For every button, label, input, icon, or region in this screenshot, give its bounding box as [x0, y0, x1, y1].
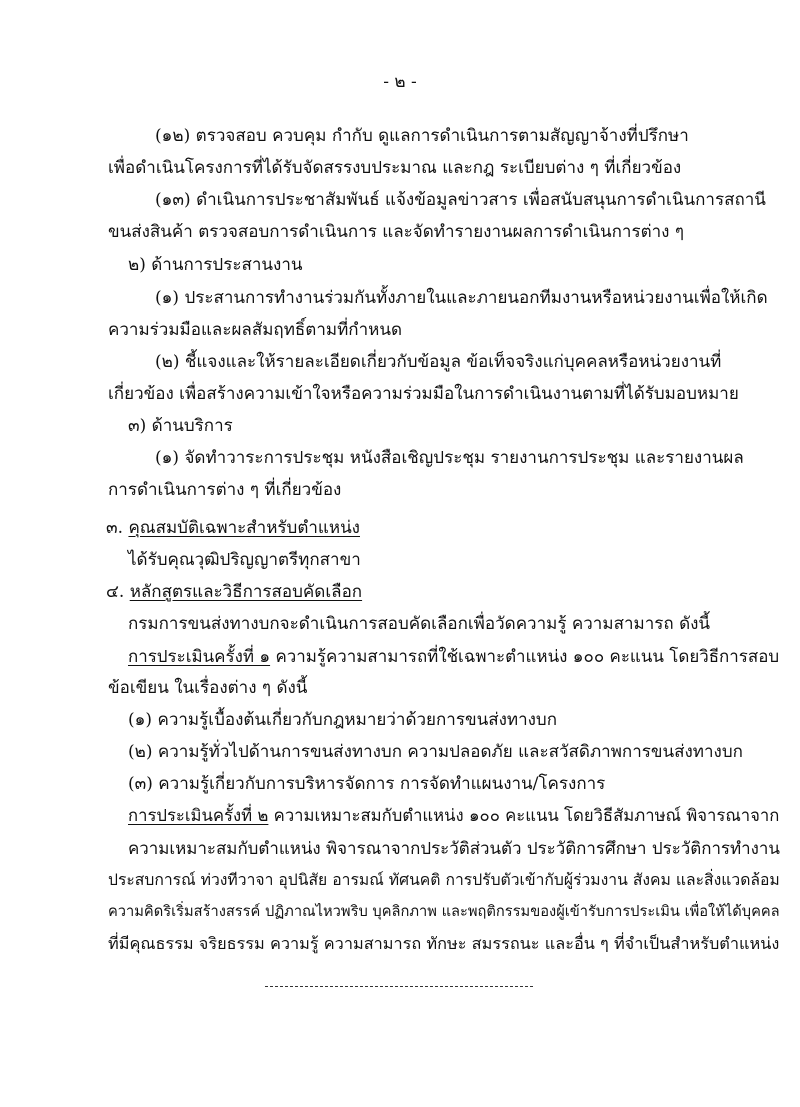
- round-1-text: ความรู้ความสามารถที่ใช้เฉพาะตำแหน่ง ๑๐๐ คะแนน โดยวิธีการสอบ: [270, 646, 780, 666]
- qualifications-text: ได้รับคุณวุฒิปริญญาตรีทุกสาขา: [128, 550, 361, 570]
- duty-12-line-1: (๑๒) ตรวจสอบ ควบคุม กำกับ ดูแลการดำเนินการตามสัญญาจ้างที่ปรึกษา: [155, 126, 689, 146]
- duty-12-line-2: เพื่อดำเนินโครงการที่ได้รับจัดสรรงบประมาณ และกฎ ระเบียบต่าง ๆ ที่เกี่ยวข้อง: [108, 158, 682, 178]
- selection-number: ๔.: [106, 582, 125, 602]
- round-2-line-1: [128, 805, 779, 827]
- round-2-line-2: ความเหมาะสมกับตำแหน่ง พิจารณาจากประวัติส่วนตัว ประวัติการศึกษา ประวัติการทำงาน: [128, 838, 780, 858]
- selection-intro: กรมการขนส่งทางบกจะดำเนินการสอบคัดเลือกเพื่อวัดความรู้ ความสามารถ ดังนี้: [128, 614, 711, 634]
- qualifications-number: ๓.: [106, 518, 124, 538]
- coordination-2-line-1: (๒) ชี้แจงและให้รายละเอียดเกี่ยวกับข้อมูล ข้อเท็จจริงแก่บุคคลหรือหน่วยงานที่: [155, 352, 722, 372]
- round-1-line-1: [128, 645, 779, 667]
- round-2-line-3: ประสบการณ์ ท่วงทีวาจา อุปนิสัย อารมณ์ ทัศนคติ การปรับตัวเข้ากับผู้ร่วมงาน สังคม และสิ่งแวดล้อม: [108, 870, 780, 889]
- duty-13-line-1: (๑๓) ดำเนินการประชาสัมพันธ์ แจ้งข้อมูลข่าวสาร เพื่อสนับสนุนการดำเนินการสถานี: [155, 190, 766, 210]
- service-1-line-2: การดำเนินการต่าง ๆ ที่เกี่ยวข้อง: [108, 480, 342, 500]
- round-2-text: ความเหมาะสมกับตำแหน่ง ๑๐๐ คะแนน โดยวิธีสัมภาษณ์ พิจารณาจาก: [268, 806, 780, 825]
- exam-topic-1: (๑) ความรู้เบื้องต้นเกี่ยวกับกฎหมายว่าด้วยการขนส่งทางบก: [128, 710, 558, 730]
- coordination-1-line-1: (๑) ประสานการทำงานร่วมกันทั้งภายในและภายนอกทีมงานหรือหน่วยงานเพื่อให้เกิด: [155, 288, 768, 308]
- round-2-line-5: ที่มีคุณธรรม จริยธรรม ความรู้ ความสามารถ ทักษะ สมรรถนะ และอื่น ๆ ที่จำเป็นสำหรับตำแหน่ง: [108, 934, 780, 953]
- qualifications-heading: คุณสมบัติเฉพาะสำหรับตำแหน่ง: [128, 518, 360, 538]
- qualifications-section: [106, 517, 360, 539]
- round-2-label: การประเมินครั้งที่ ๒: [128, 806, 269, 825]
- service-1-line-1: (๑) จัดทำวาระการประชุม หนังสือเชิญประชุม รายงานการประชุม และรายงานผล: [155, 448, 744, 468]
- exam-topic-3: (๓) ความรู้เกี่ยวกับการบริหารจัดการ การจัดทำแผนงาน/โครงการ: [128, 774, 606, 794]
- round-2-line-4: ความคิดริเริ่มสร้างสรรค์ ปฏิภาณไหวพริบ บุคลิกภาพ และพฤติกรรมของผู้เข้ารับการประเมิน เพื่อให้ได้บุคคล: [108, 903, 780, 920]
- selection-section: [106, 581, 362, 603]
- coordination-heading: ๒) ด้านการประสานงาน: [128, 255, 303, 275]
- round-1-line-2: ข้อเขียน ในเรื่องต่าง ๆ ดังนี้: [108, 678, 308, 698]
- exam-topic-2: (๒) ความรู้ทั่วไปด้านการขนส่งทางบก ความปลอดภัย และสวัสดิภาพการขนส่งทางบก: [128, 742, 743, 762]
- coordination-1-line-2: ความร่วมมือและผลสัมฤทธิ์ตามที่กำหนด: [108, 320, 403, 340]
- coordination-2-line-2: เกี่ยวข้อง เพื่อสร้างความเข้าใจหรือความร่วมมือในการดำเนินงานตามที่ได้รับมอบหมาย: [108, 384, 739, 404]
- service-heading: ๓) ด้านบริการ: [128, 416, 233, 436]
- round-1-label: การประเมินครั้งที่ ๑: [128, 646, 271, 666]
- end-divider: [265, 986, 533, 987]
- selection-heading: หลักสูตรและวิธีการสอบคัดเลือก: [129, 582, 363, 602]
- page-number: - ๒ -: [383, 72, 417, 92]
- duty-13-line-2: ขนส่งสินค้า ตรวจสอบการดำเนินการ และจัดทำรายงานผลการดำเนินการต่าง ๆ: [108, 222, 685, 242]
